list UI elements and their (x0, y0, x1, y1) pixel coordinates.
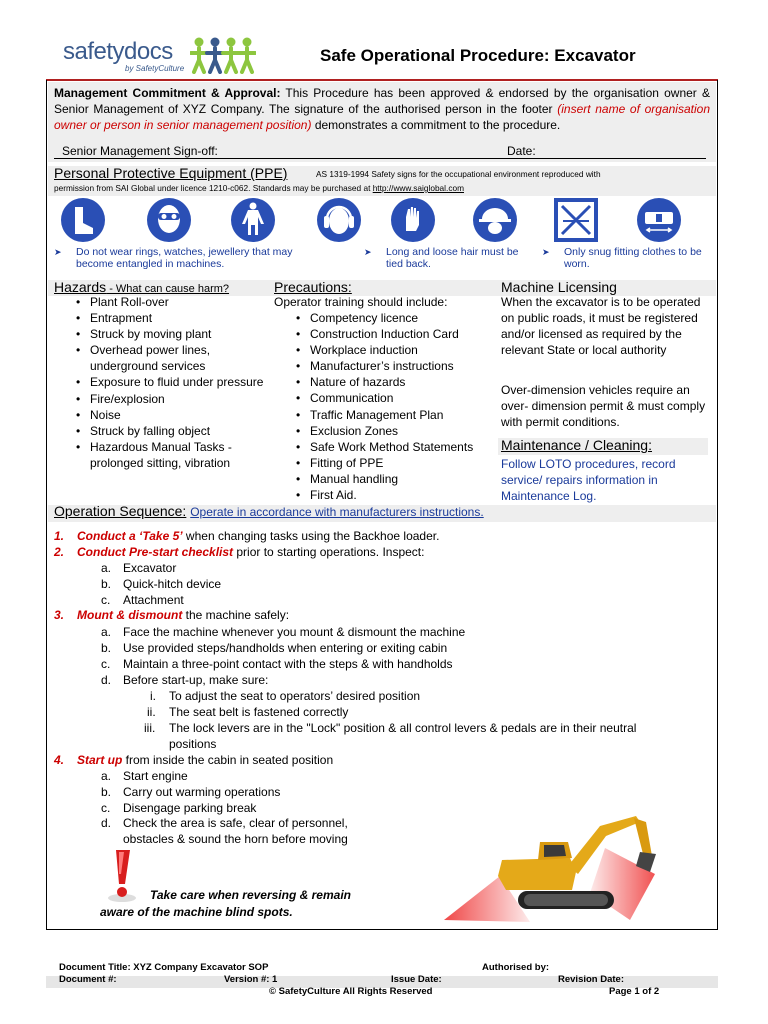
document-title: Safe Operational Procedure: Excavator (320, 46, 636, 65)
footer-page-number: Page 1 of 2 (609, 986, 660, 997)
hazards-list (74, 294, 264, 471)
step-number: 4. (54, 753, 65, 767)
management-text-2: demonstrates a commitment to the procedure. (311, 118, 561, 132)
seat-belt-icon (636, 197, 682, 243)
list-item: • Plant Roll-over (74, 294, 264, 310)
footer-revision-date: Revision Date: (558, 974, 624, 985)
list-item: The seat belt is fastened correctly (169, 705, 349, 719)
logo-docs-text: docs (124, 38, 173, 65)
footer-authorised: Authorised by: (482, 962, 550, 973)
management-text-1: This Procedure has been approved & endorsed by the organisation owner & Senior Management of XYZ Company. The signature of the authorised person in the footer (54, 86, 710, 116)
warning-line-2: aware of the machine blind spots. (100, 905, 293, 919)
list-item: Attachment (123, 593, 184, 607)
logo-byline: by SafetyCulture (125, 64, 185, 73)
list-item: Disengage parking break (123, 801, 257, 815)
list-item: Quick-hitch device (123, 577, 222, 591)
step-number: 2. (54, 545, 65, 559)
ppe-note-hair: Long and loose hair must be tied back. (386, 246, 519, 270)
step-2-text: prior to starting operations. Inspect: (233, 545, 425, 559)
maintenance-title: Maintenance / Cleaning: (501, 437, 652, 453)
list-item: Check the area is safe, clear of personnel, (123, 816, 348, 830)
signoff-label: Senior Management Sign-off: (62, 144, 218, 158)
footer-issue-date: Issue Date: (391, 974, 442, 985)
footer-doc-title: Document Title: XYZ Company Excavator SOP (59, 962, 269, 973)
precautions-list (294, 310, 494, 503)
no-loose-clothing-icon (553, 197, 599, 243)
list-item: Excavator (123, 561, 177, 575)
ppe-note-jewellery: Do not wear rings, watches, jewellery that may become entangled in machines. (76, 246, 293, 270)
list-item-continued: obstacles & sound the horn before moving (123, 832, 348, 846)
list-item: Maintain a three-point contact with the steps & with handholds (123, 657, 453, 671)
list-item: Face the machine whenever you mount & dismount the machine (123, 625, 466, 639)
hard-hat-icon (472, 197, 518, 243)
excavator-blind-spot-illustration (440, 808, 670, 928)
boots-icon (60, 197, 106, 243)
list-item: • Traffic Management Plan (294, 407, 494, 423)
safetydocs-logo (63, 36, 258, 78)
list-item-continued: positions (169, 737, 217, 751)
management-placeholder: (insert name of organisation owner or person in senior management position) (54, 102, 710, 132)
maintenance-text: Follow LOTO procedures, record service/ repairs information in Maintenance Log. (501, 457, 676, 504)
step-2-title: Conduct Pre-start checklist (77, 545, 234, 559)
list-item: Before start-up, make sure: (123, 673, 269, 687)
list-item: • Safe Work Method Statements (294, 439, 494, 455)
list-item: • Manual handling (294, 471, 494, 487)
list-item: • Fitting of PPE (294, 455, 494, 471)
list-item: • Communication (294, 390, 494, 406)
arrow-bullet-icon: ➤ (364, 247, 372, 257)
footer-doc-number: Document #: (59, 974, 117, 985)
footer-copyright: © SafetyCulture All Rights Reserved (269, 986, 433, 997)
signoff-date-label: Date: (507, 144, 536, 158)
logo-safety-text: safety (63, 38, 125, 65)
step-3-title: Mount & dismount (77, 608, 183, 622)
operation-title: Operation Sequence: (54, 503, 187, 519)
list-item: To adjust the seat to operators’ desired position (169, 689, 421, 703)
list-item: • Hazardous Manual Tasks - prolonged sitting, vibration (74, 439, 264, 471)
goggles-icon (146, 197, 192, 243)
ppe-standard-line-2: permission from SAI Global under licence 1210-c062. Standards may be purchased at (54, 183, 373, 193)
ppe-standard-line-1: AS 1319-1994 Safety signs for the occupational environment reproduced with (316, 169, 601, 179)
arrow-bullet-icon: ➤ (542, 247, 550, 257)
ppe-title: Personal Protective Equipment (PPE) (54, 165, 288, 181)
step-number: 1. (54, 529, 65, 543)
list-item: • Entrapment (74, 310, 264, 326)
licensing-text-1: When the excavator is to be operated on public roads, it must be registered and/or licensed as required by the relevant State or local authority (501, 295, 701, 358)
list-item: Carry out warming operations (123, 785, 281, 799)
list-item: The lock levers are in the "Lock" position & all control levers & pedals are in their neutral (169, 721, 637, 735)
list-item: • Exposure to fluid under pressure (74, 374, 264, 390)
list-item: • Overhead power lines, underground services (74, 342, 264, 374)
management-heading: Management Commitment & Approval: (54, 86, 281, 100)
list-item: • Struck by moving plant (74, 326, 264, 342)
step-number: 3. (54, 608, 65, 622)
licensing-text-2: Over-dimension vehicles require an over- dimension permit & must comply with permit conditions. (501, 383, 706, 430)
overalls-icon (230, 197, 276, 243)
licensing-title: Machine Licensing (501, 279, 617, 295)
saiglobal-link[interactable]: http://www.saiglobal.com (372, 183, 464, 193)
arrow-bullet-icon: ➤ (54, 247, 62, 257)
list-item: • Competency licence (294, 310, 494, 326)
step-3-text: the machine safely: (182, 608, 290, 622)
list-item: Use provided steps/handholds when entering or exiting cabin (123, 641, 448, 655)
list-item: • Workplace induction (294, 342, 494, 358)
step-1-text: when changing tasks using the Backhoe loader. (182, 529, 440, 543)
sop-page: safetydocs by SafetyCulture Safe Operational Procedure: Excavator Management Commitment & Approval: This Procedure has been approved & endorsed by the organisation owner & Senior Management of XYZ Company. The signature of the authorised person in the footer (insert name of organisation owner or person in senior management position) demonstrates a commitment to the procedure. Senior Management Sign-off: Date: Personal Protective Equipment (PPE) AS 1319-1994 Safety signs for the occupational environment reproduced with permission from SAI Global under licence 1210-c062. Standards may be purchased at http://www.saiglobal.com ➤ Do not wear rings, watches, jewellery that may become entangled in machines. ➤ Long and loose hair must be tied back. ➤ Only snug fitting clothes to be worn. Hazards - What can cause harm? Precautions: Machine Licensing • Plant Roll-over • Entrapment • Struck by moving plant • Overhead power lines, underground services • Exposure to fluid under pressure • Fire/explosion • Noise • Struck by falling object • Hazardous Manual Tasks - prolonged sitting, vibration Operator training should include: • Competency licence • Construction Induction Card • Workplace induction • Manufacturer’s instructions • Nature of hazards • Communication • Traffic Management Plan • Exclusion Zones • Safe Work Method Statements • Fitting of PPE • Manual handling • First Aid. When the excavator is to be operated on public roads, it must be registered and/or licensed as required by the relevant State or local authority Over-dimension vehicles require an over- dimension permit & must comply with permit conditions. Maintenance / Cleaning: Follow LOTO procedures, record service/ repairs information in Maintenance Log. Operation Sequence: Operate in accordance with manufacturers instructions. 1. Conduct a ‘Take 5’ when changing tasks using the Backhoe loader. 2. Conduct Pre-start checklist prior to starting operations. Inspect: a. Excavator b. Quick-hitch device c. Attachment 3. Mount & dismount the machine safely: a. Face the machine whenever you mount & dismount the machine b. Use provided steps/handholds when entering or exiting cabin c. Maintain a three-point contact with the steps & with handholds d. Before start-up, make sure: i. To adjust the seat to operators’ desired position ii. The seat belt is fastened correctly iii. The lock levers are in the "Lock" position & all control levers & pedals are in their neutral positions 4. Start up from inside the cabin in seated position a. Start engine b. Carry out warming operations c. Disengage parking break d. Check the area is safe, clear of personnel, obstacles & sound the horn before moving Take care when reversing & remain aware of the machine blind spots. Document Title: XYZ Company Excavator SOP Authorised by: Document #: Version #: 1 Issue Date: Revision Date: © SafetyCulture All Rights Reserved Page 1 of 2 (0, 0, 768, 1024)
ppe-note-clothes: Only snug fitting clothes to be worn. (564, 246, 702, 270)
step-1-title: Conduct a ‘Take 5’ (77, 529, 183, 543)
gloves-icon (390, 197, 436, 243)
list-item: • Construction Induction Card (294, 326, 494, 342)
list-item: • Fire/explosion (74, 391, 264, 407)
hazards-title: Hazards (54, 279, 107, 295)
list-item: • Manufacturer’s instructions (294, 358, 494, 374)
people-chain-icon (190, 36, 256, 74)
list-item: • Exclusion Zones (294, 423, 494, 439)
manufacturer-instructions-link[interactable]: Operate in accordance with manufacturers instructions. (190, 505, 484, 519)
footer-version: Version #: 1 (224, 974, 278, 985)
list-item: • Noise (74, 407, 264, 423)
step-4-title: Start up (77, 753, 123, 767)
precautions-intro: Operator training should include: (274, 295, 448, 309)
list-item: • Struck by falling object (74, 423, 264, 439)
warning-line-1: Take care when reversing & remain (150, 888, 351, 902)
hazards-subtitle: - What can cause harm? (106, 283, 230, 295)
step-4-text: from inside the cabin in seated position (122, 753, 334, 767)
list-item: • Nature of hazards (294, 374, 494, 390)
list-item: Start engine (123, 769, 188, 783)
ear-muffs-icon (316, 197, 362, 243)
precautions-title: Precautions: (274, 279, 352, 295)
list-item: • First Aid. (294, 487, 494, 503)
signoff-line (54, 158, 706, 159)
